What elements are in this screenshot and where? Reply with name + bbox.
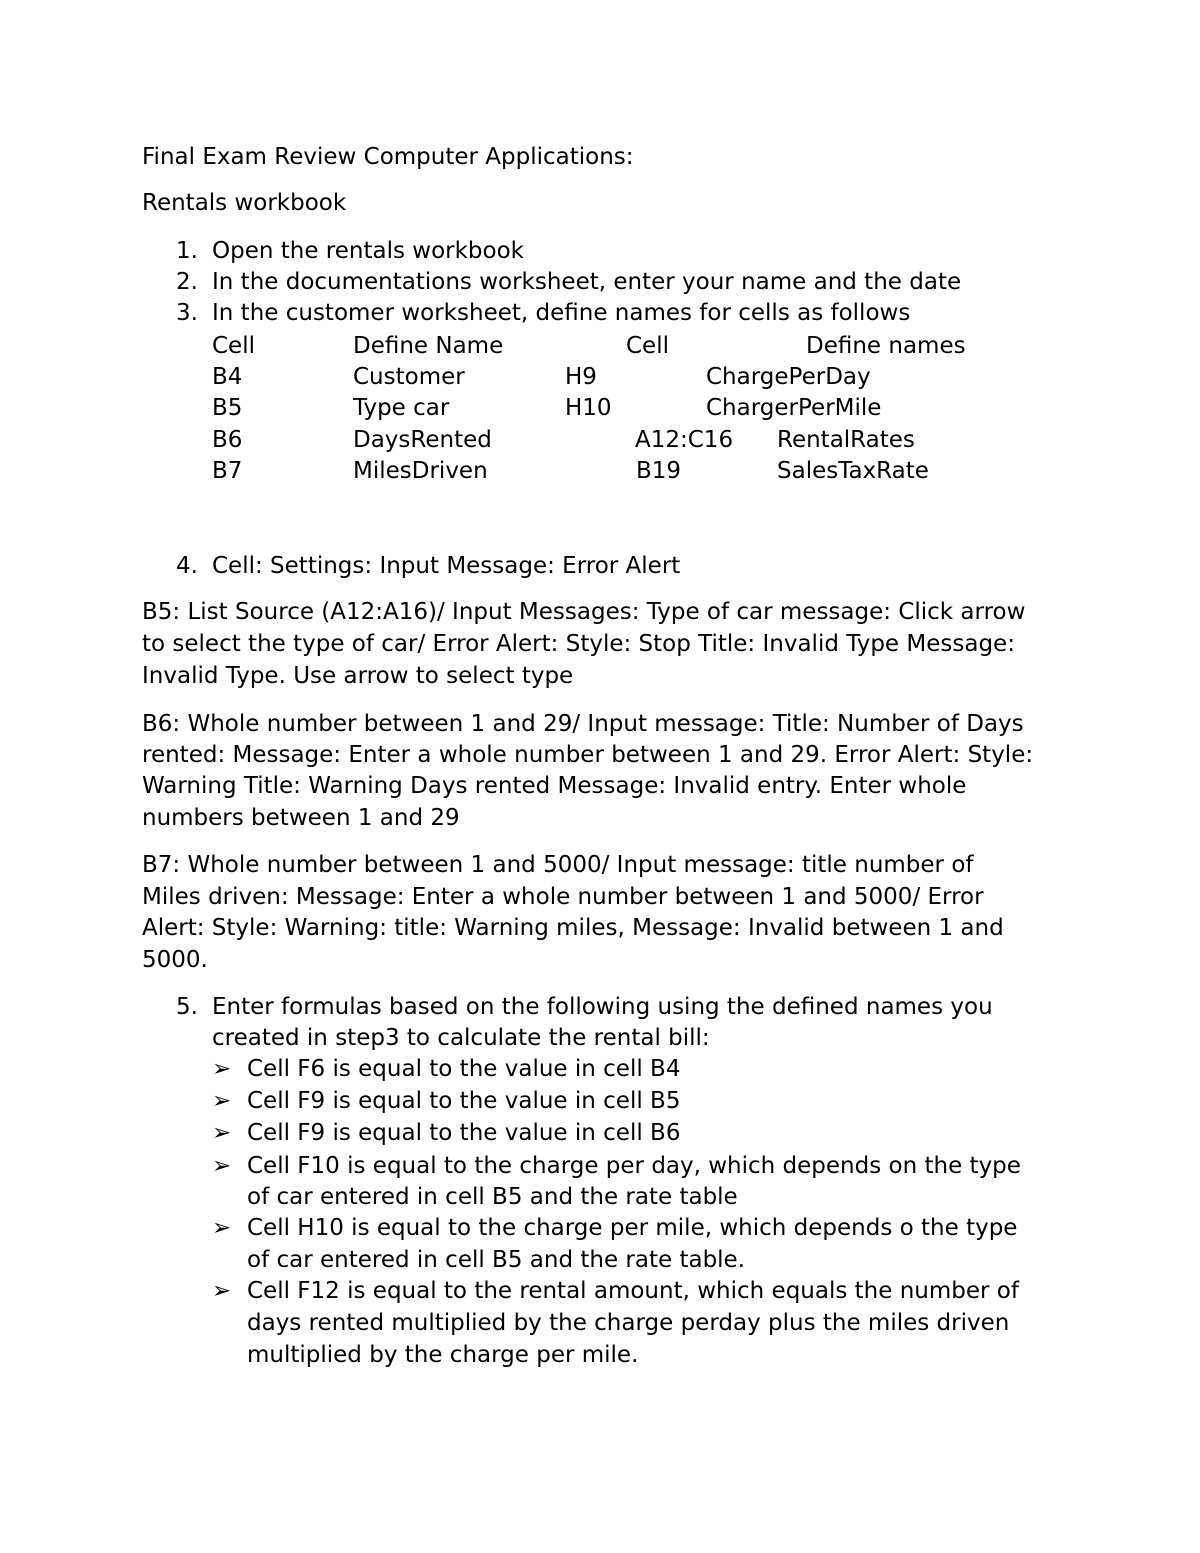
arrow-bullet-icon: ➢ [212,1088,232,1114]
bullet-text: days rented multiplied by the charge perday plus the miles driven [247,1310,1010,1336]
table-cell: B5 [212,395,243,421]
document-subtitle: Rentals workbook [142,190,347,216]
table-cell: B4 [212,364,243,390]
table-header-cell: Cell [626,333,669,359]
bullet-text: Cell F9 is equal to the value in cell B5 [247,1088,681,1114]
step-number: 2. [176,269,198,295]
document-title: Final Exam Review Computer Applications: [142,144,634,170]
step-number: 5. [176,994,198,1020]
table-cell: DaysRented [353,427,492,453]
step-number: 3. [176,300,198,326]
paragraph-line: numbers between 1 and 29 [142,805,460,831]
arrow-bullet-icon: ➢ [212,1120,232,1146]
paragraph-line: B6: Whole number between 1 and 29/ Input message: Title: Number of Days [142,711,1024,737]
table-cell: ChargerPerMile [706,395,882,421]
table-cell: Customer [353,364,465,390]
table-cell: H9 [565,364,597,390]
table-cell: B6 [212,427,243,453]
table-cell: MilesDriven [353,458,488,484]
table-cell: B7 [212,458,243,484]
paragraph-line: B7: Whole number between 1 and 5000/ Input message: title number of [142,852,974,878]
bullet-text: Cell F6 is equal to the value in cell B4 [247,1056,681,1082]
arrow-bullet-icon: ➢ [212,1215,232,1241]
step-number: 1. [176,238,198,264]
step-text: created in step3 to calculate the rental bill: [212,1025,710,1051]
bullet-text: Cell F12 is equal to the rental amount, which equals the number of [247,1278,1019,1304]
paragraph-line: 5000. [142,947,208,973]
table-cell: RentalRates [777,427,915,453]
paragraph-line: Alert: Style: Warning: title: Warning miles, Message: Invalid between 1 and [142,915,1004,941]
table-cell: ChargePerDay [706,364,871,390]
step-number: 4. [176,553,198,579]
paragraph-line: Miles driven: Message: Enter a whole number between 1 and 5000/ Error [142,884,984,910]
bullet-text: of car entered in cell B5 and the rate table. [247,1247,746,1273]
table-header-cell: Cell [212,333,255,359]
bullet-text: Cell H10 is equal to the charge per mile, which depends o the type [247,1215,1018,1241]
step-text: In the documentations worksheet, enter your name and the date [212,269,962,295]
bullet-text: Cell F9 is equal to the value in cell B6 [247,1120,681,1146]
step-text: Open the rentals workbook [212,238,524,264]
paragraph-line: B5: List Source (A12:A16)/ Input Messages: Type of car message: Click arrow [142,599,1026,625]
bullet-text: Cell F10 is equal to the charge per day, which depends on the type [247,1153,1021,1179]
table-header-cell: Define Name [353,333,504,359]
step-text: Enter formulas based on the following using the defined names you [212,994,993,1020]
paragraph-line: to select the type of car/ Error Alert: Style: Stop Title: Invalid Type Message: [142,631,1015,657]
table-cell: H10 [565,395,612,421]
paragraph-line: Invalid Type. Use arrow to select type [142,663,574,689]
bullet-text: of car entered in cell B5 and the rate table [247,1184,738,1210]
arrow-bullet-icon: ➢ [212,1153,232,1179]
paragraph-line: Warning Title: Warning Days rented Message: Invalid entry. Enter whole [142,773,967,799]
table-cell: B19 [636,458,682,484]
table-cell: Type car [353,395,450,421]
step-text: Cell: Settings: Input Message: Error Alert [212,553,681,579]
paragraph-line: rented: Message: Enter a whole number between 1 and 29. Error Alert: Style: [142,742,1034,768]
table-header-cell: Define names [806,333,966,359]
step-text: In the customer worksheet, define names for cells as follows [212,300,911,326]
arrow-bullet-icon: ➢ [212,1278,232,1304]
bullet-text: multiplied by the charge per mile. [247,1342,639,1368]
arrow-bullet-icon: ➢ [212,1056,232,1082]
table-cell: SalesTaxRate [777,458,929,484]
table-cell: A12:C16 [635,427,734,453]
